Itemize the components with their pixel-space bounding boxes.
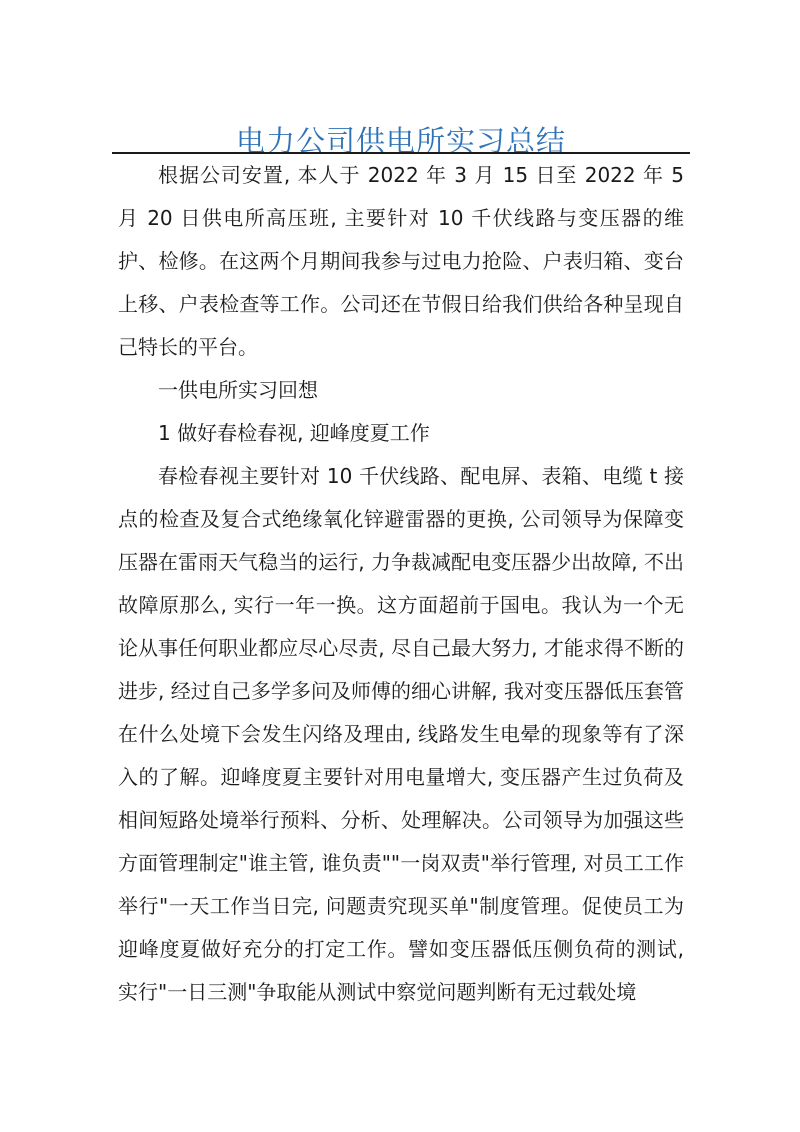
intro-paragraph: 根据公司安置, 本人于 2022 年 3 月 15 日至 2022 年 5 月 20 日供电所高压班, 主要针对 10 千伏线路与变压器的维护、检修。在这两个月期间我参与过电力抢险、户表归箱、变台上移、户表检查等工作。公司还在节假日给我们供给各种呈现自己特长的平台。 <box>118 163 684 359</box>
document-title: 电力公司供电所实习总结 <box>235 124 566 159</box>
section-heading: 一供电所实习回想 <box>158 378 318 402</box>
document-body <box>118 154 684 1014</box>
body-paragraph: 春检春视主要针对 10 千伏线路、配电屏、表箱、电缆 t 接点的检查及复合式绝缘氧化锌避雷器的更换, 公司领导为保障变压器在雷雨天气稳当的运行, 力争裁减配电变压器少出故障, 不出故障原那么, 实行一年一换。这方面超前于国电。我认为一个无论从事任何职业都应尽心尽责, 尽自己最大努力, 才能求得不断的进步, 经过自己多学多问及师傅的细心讲解, 我对变压器低压套管在什么处境下会发生闪络及理由, 线路发生电晕的现象等有了深入的了解。迎峰度夏主要针对用电量增大, 变压器产生过负荷及相间短路处境举行预料、分析、处理解决。公司领导为加强这些方面管理制定"谁主管, 谁负责""一岗双责"举行管理, 对员工工作举行"一天工作当日完, 问题责究现买单"制度管理。促使员工为迎峰度夏做好充分的打定工作。譬如变压器低压侧负荷的测试, 实行"一日三测"争取能从测试中察觉问题判断有无过载处境 <box>118 464 684 1004</box>
subsection-heading: 1 做好春检春视, 迎峰度夏工作 <box>158 421 430 445</box>
